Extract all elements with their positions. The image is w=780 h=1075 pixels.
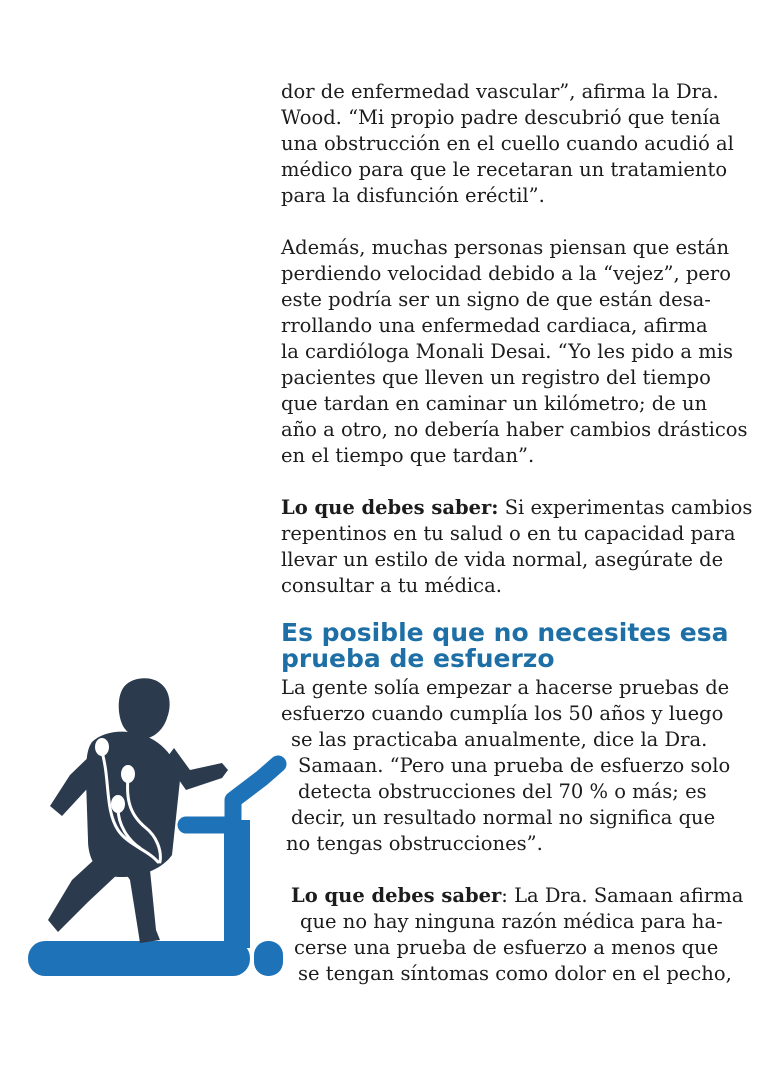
text-line: cerse una prueba de esfuerzo a menos que [294,936,719,959]
text-line: perdiendo velocidad debido a la “vejez”, pero [281,262,731,285]
tip-label: Lo que debes saber: [281,496,499,519]
text-line: en el tiempo que tardan”. [281,444,535,467]
text-line: este podría ser un signo de que están desa- [281,288,711,311]
text-line [281,495,752,521]
text-line: se las practicaba anualmente, dice la Dra. [291,728,708,751]
tip-text: : La Dra. Samaan afirma [501,884,744,907]
text-line: una obstrucción en el cuello cuando acudió al [281,132,734,155]
text-line [291,883,743,909]
text-line: para la disfunción eréctil”. [281,184,545,207]
tip-text: Si experimentas cambios [498,496,753,519]
text-line: esfuerzo cuando cumplía los 50 años y luego [281,702,724,725]
text-line: consultar a tu médica. [281,574,502,597]
text-line: Wood. “Mi propio padre descubrió que tenía [281,106,721,129]
runner-figure [48,678,228,943]
text-line: repentinos en tu salud o en tu capacidad para [281,522,736,545]
text-line: llevar un estilo de vida normal, asegúrate de [281,548,724,571]
treadmill-upright [224,820,250,948]
text-line: año a otro, no debería haber cambios drásticos [281,418,748,441]
text-line: la cardióloga Monali Desai. “Yo les pido a mis [281,340,733,363]
text-line: rrollando una enfermedad cardiaca, afirma [281,314,708,337]
treadmill-end [254,941,283,976]
text-line: Samaan. “Pero una prueba de esfuerzo solo [298,754,731,777]
text-line: pacientes que lleven un registro del tiempo [281,366,711,389]
heading-line: prueba de esfuerzo [281,644,555,673]
text-line: La gente solía empezar a hacerse pruebas de [281,676,730,699]
text-line: médico para que le recetaran un tratamiento [281,158,728,181]
text-line: detecta obstrucciones del 70 % o más; es [298,780,707,803]
heading-line: Es posible que no necesites esa [281,618,729,647]
tip-label: Lo que debes saber [291,884,502,907]
text-line: que tardan en caminar un kilómetro; de un [281,392,708,415]
text-line: dor de enfermedad vascular”, afirma la Dra. [281,80,719,103]
treadmill-belt [28,941,250,976]
text-line: Además, muchas personas piensan que están [281,236,730,259]
text-line: decir, un resultado normal no significa que [291,806,716,829]
text-line: que no hay ninguna razón médica para ha- [300,910,723,933]
text-line: no tengas obstrucciones”. [286,832,543,855]
text-line: se tengan síntomas como dolor en el pecho, [298,962,732,985]
